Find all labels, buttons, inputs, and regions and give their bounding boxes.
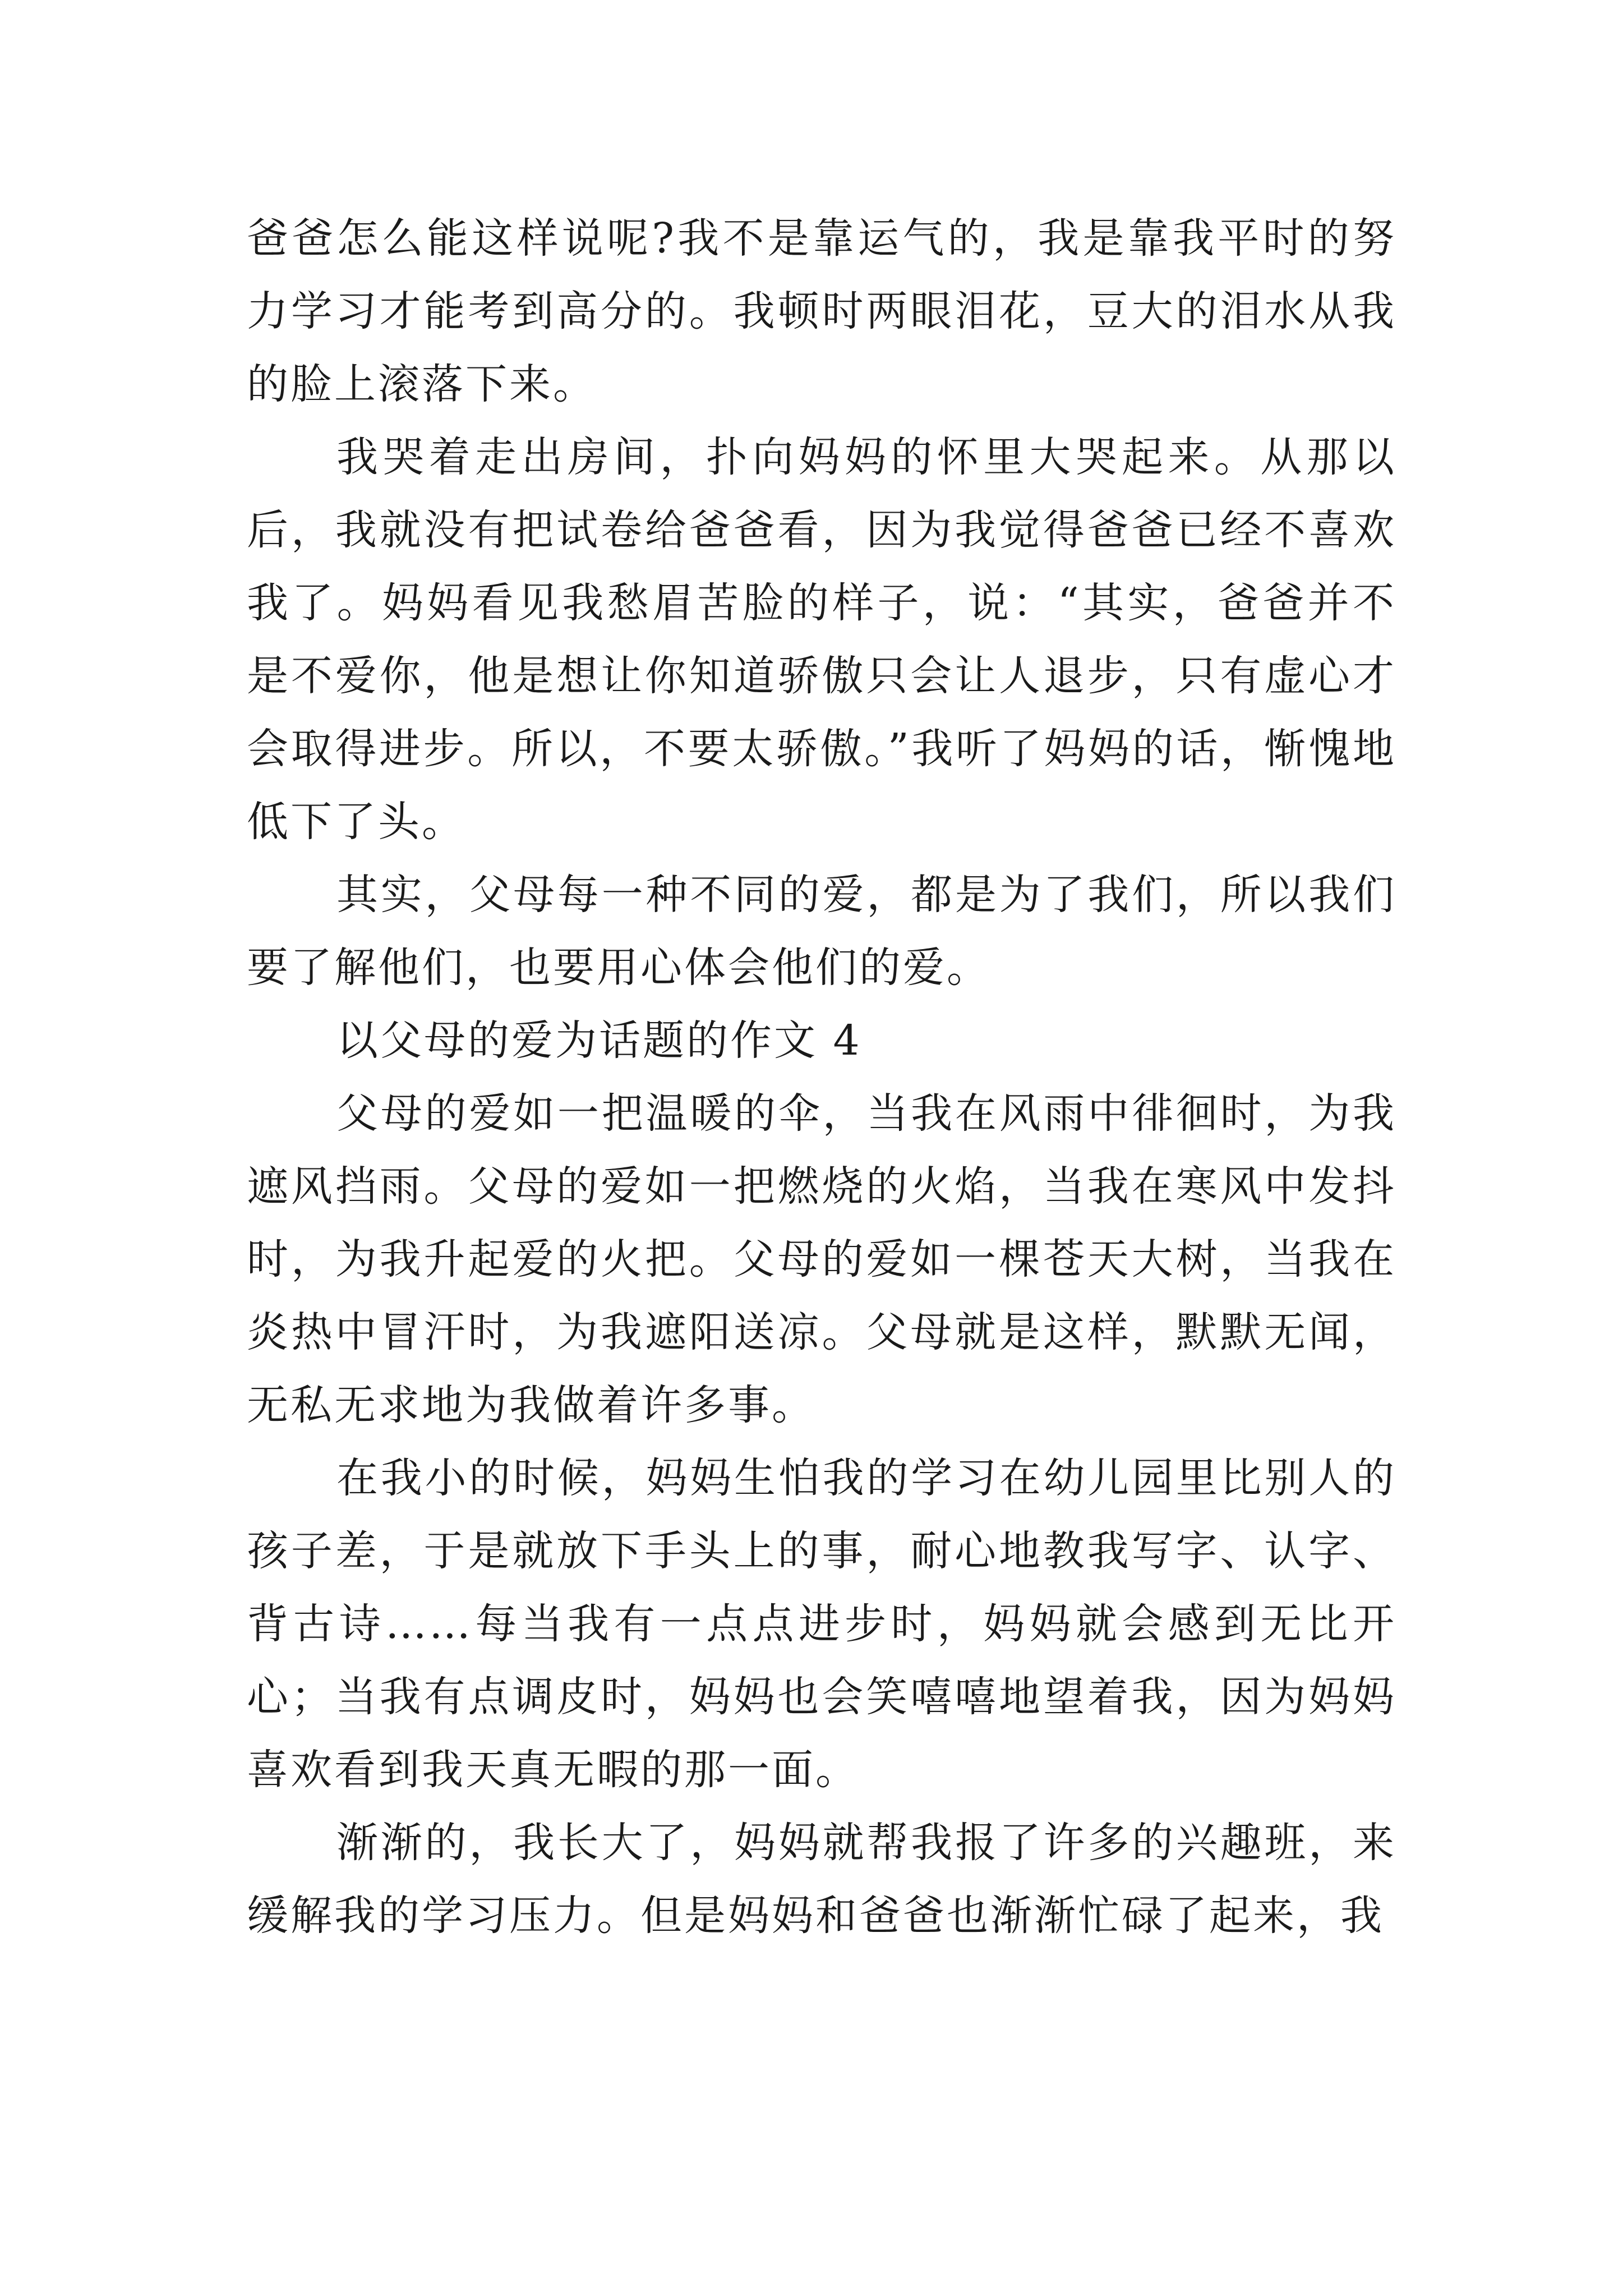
paragraph: 渐渐的，我长大了，妈妈就帮我报了许多的兴趣班，来缓解我的学习压力。但是妈妈和爸爸也渐渐忙碌了起来，我 xyxy=(247,1819,1396,1940)
paragraph: 其实，父母每一种不同的爱，都是为了我们，所以我们要了解他们，也要用心体会他们的爱。 xyxy=(247,871,1396,992)
paragraph: 在我小的时候，妈妈生怕我的学习在幼儿园里比别人的孩子差，于是就放下手头上的事，耐心地教我写字、认字、背古诗……每当我有一点点进步时，妈妈就会感到无比开心；当我有点调皮时，妈妈也会笑嘻嘻地望着我，因为妈妈喜欢看到我天真无暇的那一面。 xyxy=(247,1454,1396,1794)
document-body xyxy=(247,202,1396,1952)
paragraph: 父母的爱如一把温暖的伞，当我在风雨中徘徊时，为我遮风挡雨。父母的爱如一把燃烧的火焰，当我在寒风中发抖时，为我升起爱的火把。父母的爱如一棵苍天大树，当我在炎热中冒汗时，为我遮阳送凉。父母就是这样，默默无闻，无私无求地为我做着许多事。 xyxy=(247,1089,1396,1429)
essay-heading: 以父母的爱为话题的作文 4 xyxy=(336,1016,862,1065)
paragraph-continuation: 爸爸怎么能这样说呢?我不是靠运气的，我是靠我平时的努力学习才能考到高分的。我顿时两眼泪花，豆大的泪水从我的脸上滚落下来。 xyxy=(247,214,1396,408)
paragraph: 我哭着走出房间，扑向妈妈的怀里大哭起来。从那以后，我就没有把试卷给爸爸看，因为我觉得爸爸已经不喜欢我了。妈妈看见我愁眉苦脸的样子，说：“其实，爸爸并不是不爱你，他是想让你知道骄傲只会让人退步，只有虚心才会取得进步。所以，不要太骄傲。”我听了妈妈的话，惭愧地低下了头。 xyxy=(247,433,1396,846)
